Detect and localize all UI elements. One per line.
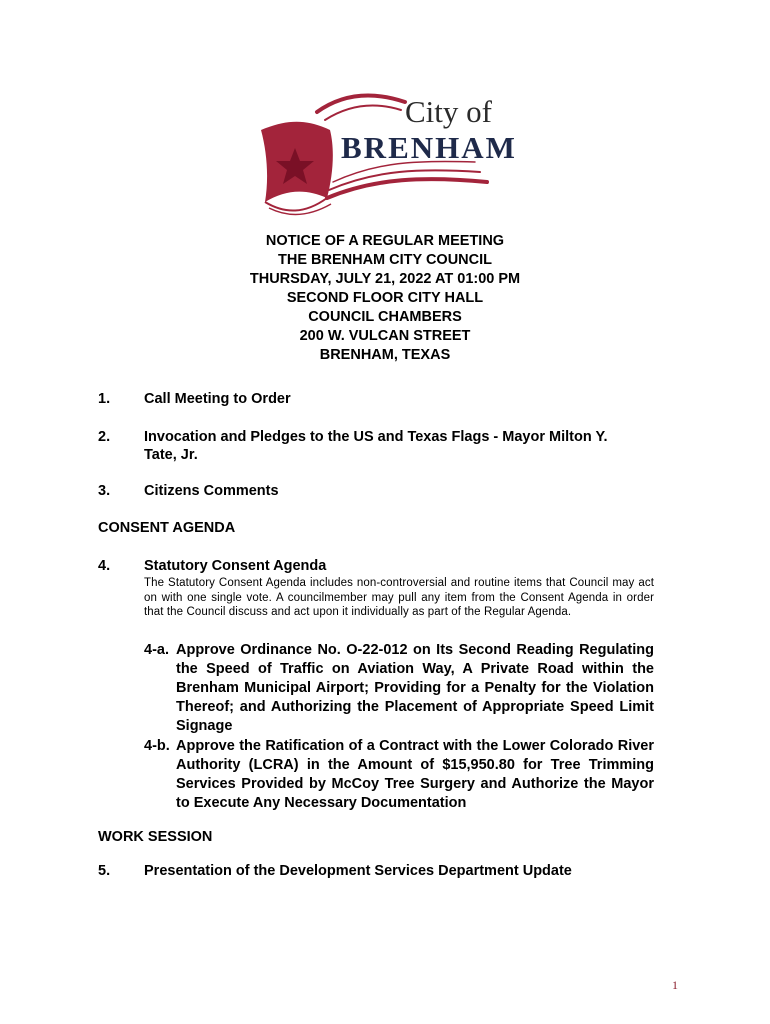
logo-city-text: City of <box>405 94 492 129</box>
consent-agenda-description: The Statutory Consent Agenda includes non-controversial and routine items that Council may act on with one single vote. A councilmember may pull any item from the Consent Agenda in order that the Council discuss and act upon it individually as part of the Regular Agenda. <box>144 577 654 618</box>
item-title: Citizens Comments <box>144 483 279 499</box>
notice-header <box>0 232 770 365</box>
item-number: 4. <box>98 558 111 574</box>
page-number: 1 <box>672 978 678 992</box>
header-line: SECOND FLOOR CITY HALL <box>286 290 484 306</box>
header-line: COUNCIL CHAMBERS <box>308 309 462 325</box>
header-line: NOTICE OF A REGULAR MEETING <box>265 233 505 249</box>
item-number: 4-b. <box>144 738 170 754</box>
header-line: 200 W. VULCAN STREET <box>299 328 471 344</box>
item-title: Statutory Consent Agenda <box>144 558 327 574</box>
header-line: THE BRENHAM CITY COUNCIL <box>277 252 492 268</box>
logo-brenham-text: BRENHAM <box>341 130 517 165</box>
agenda-item-4b <box>144 737 654 813</box>
city-logo <box>255 90 517 220</box>
section-heading-consent: CONSENT AGENDA <box>98 520 236 536</box>
item-title: Call Meeting to Order <box>144 391 291 407</box>
item-text: Approve Ordinance No. O-22-012 on Its Second Reading Regulating the Speed of Traffic on Aviation Way, A Private Road within the Brenham Municipal Airport; Providing for a Penalty for the Violation Thereof; and Authorizing the Placement of Appropriate Speed Limit Signage <box>176 642 654 734</box>
item-number: 3. <box>98 483 111 499</box>
section-heading-work: WORK SESSION <box>98 829 213 845</box>
item-number: 2. <box>98 429 111 445</box>
agenda-item-4a <box>144 641 654 736</box>
item-title: Presentation of the Development Services Department Update <box>144 863 572 879</box>
header-line: THURSDAY, JULY 21, 2022 AT 01:00 PM <box>249 271 521 287</box>
item-number: 1. <box>98 391 111 407</box>
item-title: Invocation and Pledges to the US and Texas Flags - Mayor Milton Y. Tate, Jr. <box>144 429 608 463</box>
item-number: 5. <box>98 863 111 879</box>
item-text: Approve the Ratification of a Contract with the Lower Colorado River Authority (LCRA) in the Amount of $15,950.80 for Tree Trimming Services Provided by McCoy Tree Surgery and Authorize the Mayor to Execute Any Necessary Documentation <box>176 738 654 811</box>
header-line: BRENHAM, TEXAS <box>319 347 451 363</box>
item-number: 4-a. <box>144 642 169 658</box>
